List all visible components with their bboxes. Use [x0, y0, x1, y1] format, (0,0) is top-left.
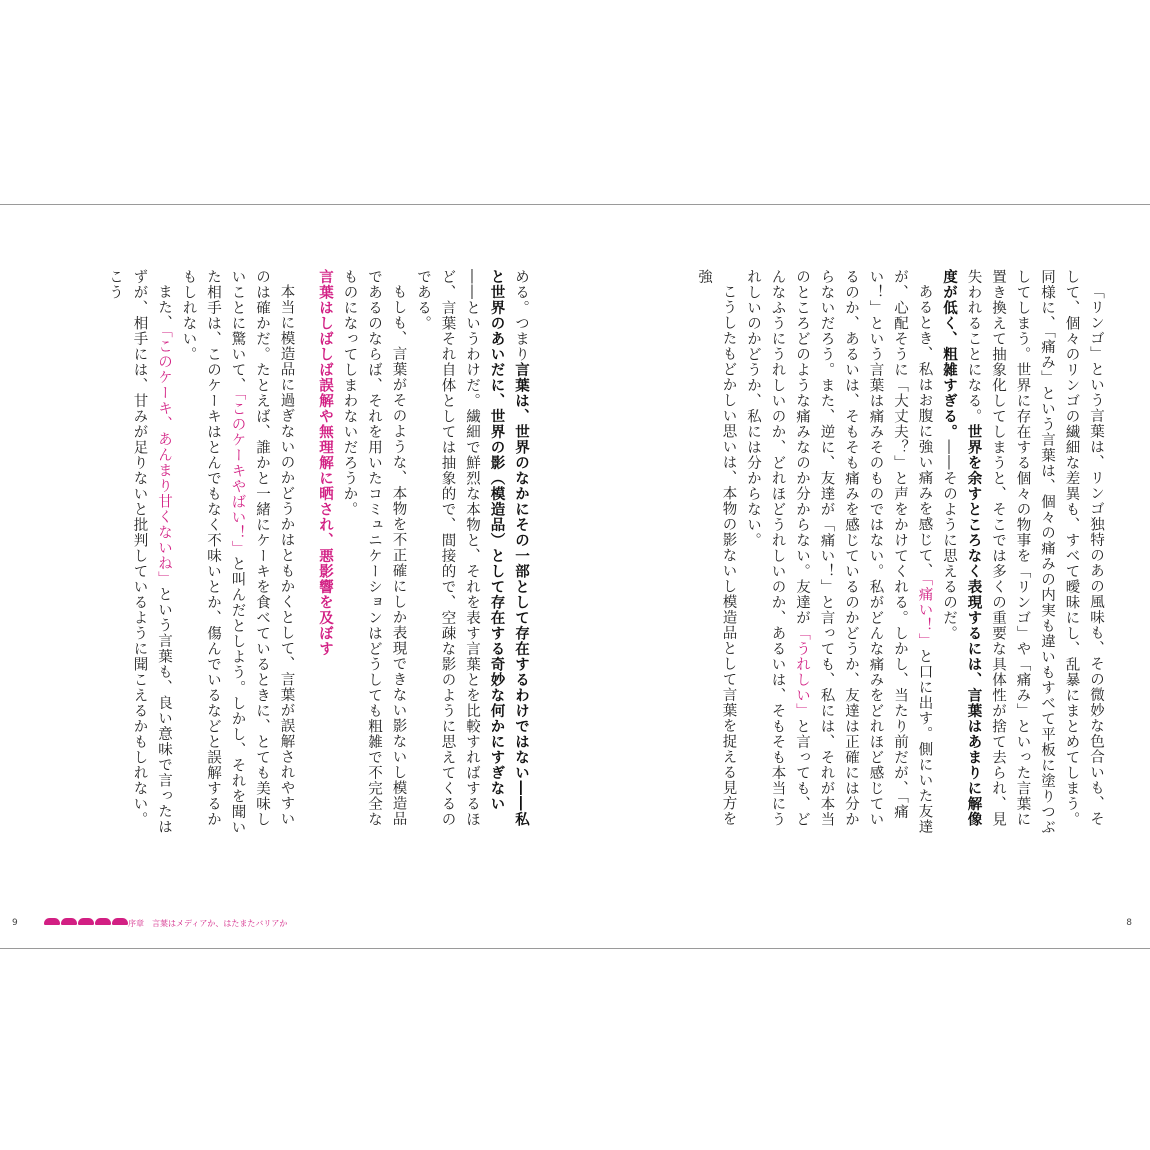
- right-page: [575, 205, 1150, 948]
- text-run: ――そのように思えるのだ。: [941, 439, 957, 641]
- text-run: という言葉も、良い意味で言ったはずが、相手には、甘みが足りないと批判しているように聞こえるかもしれない。こう: [107, 269, 172, 835]
- section-heading: [313, 269, 338, 839]
- left-page: [0, 205, 575, 948]
- text-run: ――というわけだ。繊細で鮮烈な本物と、それを表す言葉とを比較すればするほど、言葉それ自体としては抽象的で、間接的で、空疎な影のように思えてくるのである。: [415, 269, 480, 827]
- emphasis-pink: 「このケーキ、あんまり甘くないね」: [156, 330, 172, 587]
- page-number-right: 8: [1126, 918, 1132, 928]
- emphasis-bold: 言葉は、世界のなかにその一部として存在するわけではない――私と世界のあいだに、世界の影（模造品）として存在する奇妙な何かにすぎない: [488, 269, 530, 827]
- running-head: 序章 言葉はメディアか、はたまたバリアか: [128, 919, 288, 928]
- right-page-text: [588, 269, 1108, 839]
- text-run: あるとき、私はお腹に強い痛みを感じて、: [916, 283, 933, 578]
- paragraph: [937, 269, 1109, 839]
- paragraph: [411, 269, 534, 839]
- text-run: と言っても、どんなふうにうれしいのか、どれほどうれしいのか、あるいは、そもそも本当にうれしいのかどうか、私には分からない。: [745, 269, 810, 827]
- text-run: もしも、言葉がそのような、本物を不正確にしか表現できない影ないし模造品であるのならば、それを用いたコミュニケーションはどうしても粗雑で不完全なものになってしまわないだろうか。: [341, 269, 407, 827]
- left-page-text: [53, 269, 533, 839]
- emphasis-bold: 世界を余すところなく表現するには、言葉はあまりに解像度が低く、粗雑すぎる。: [941, 269, 983, 827]
- text-run: また、: [156, 283, 172, 330]
- text-run: 「リンゴ」という言葉は、リンゴ独特のあの風味も、その微妙な色合いも、そして、個々のリンゴの繊細な差異も、すべて曖昧にし、乱暴にまとめてしまう。同様に、「痛み」という言葉は、個々の痛みの内実も違いもすべて平板に塗りつぶしてしまう。世界に存在する個々の物事を「リンゴ」や「痛み」といった言葉に置き換えて抽象化してしまうと、そこでは多くの重要な具体性が捨て去られ、見失われることになる。: [965, 269, 1104, 836]
- emphasis-pink: 言葉はしばしば誤解や無理解に晒され、悪影響を及ぼす: [317, 269, 334, 657]
- text-run: こうしたもどかしい思いは、本物の影ないし模造品として言葉を捉える見方を強: [696, 269, 737, 826]
- emphasis-pink: 「このケーキやばい！」: [229, 393, 246, 557]
- page-number-left: 9: [12, 918, 18, 928]
- emphasis-pink: 「うれしい」: [794, 625, 810, 719]
- paragraph: [692, 269, 741, 839]
- paragraph: [176, 269, 299, 839]
- emphasis-pink: 「痛い！」: [916, 578, 933, 649]
- book-spread: [0, 204, 1150, 949]
- paragraph: [337, 269, 411, 839]
- text-run: める。つまり: [513, 269, 529, 362]
- text-run: と口に出す。側にいた友達が、心配そうに「大丈夫？」と声をかけてくれる。しかし、当たり前だが、「痛い！」という言葉は痛みそのものではない。私がどんな痛みをどれほど感じているのか、あるいは、そもそも痛みを感じているのかどうか、友達は正確には分からないだろう。また、逆に、友達が「痛い！」と言っても、私には、それが本当のところどのような痛みなのか分からない。友達が: [794, 269, 933, 835]
- scallop-ornament-icon: [44, 918, 128, 925]
- paragraph: [741, 269, 937, 839]
- paragraph: [103, 269, 177, 839]
- text-run: 本当に模造品に過ぎないのかどうかはともかくとして、言葉が誤解されやすいのは確かだ。たとえば、誰かと一緒にケーキを食べているときに、とても美味しいことに驚いて、: [229, 269, 295, 827]
- text-run: と叫んだとしよう。しかし、それを聞いた相手は、このケーキはとんでもなく不味いとか、傷んでいるなどと誤解するかもしれない。: [180, 269, 246, 836]
